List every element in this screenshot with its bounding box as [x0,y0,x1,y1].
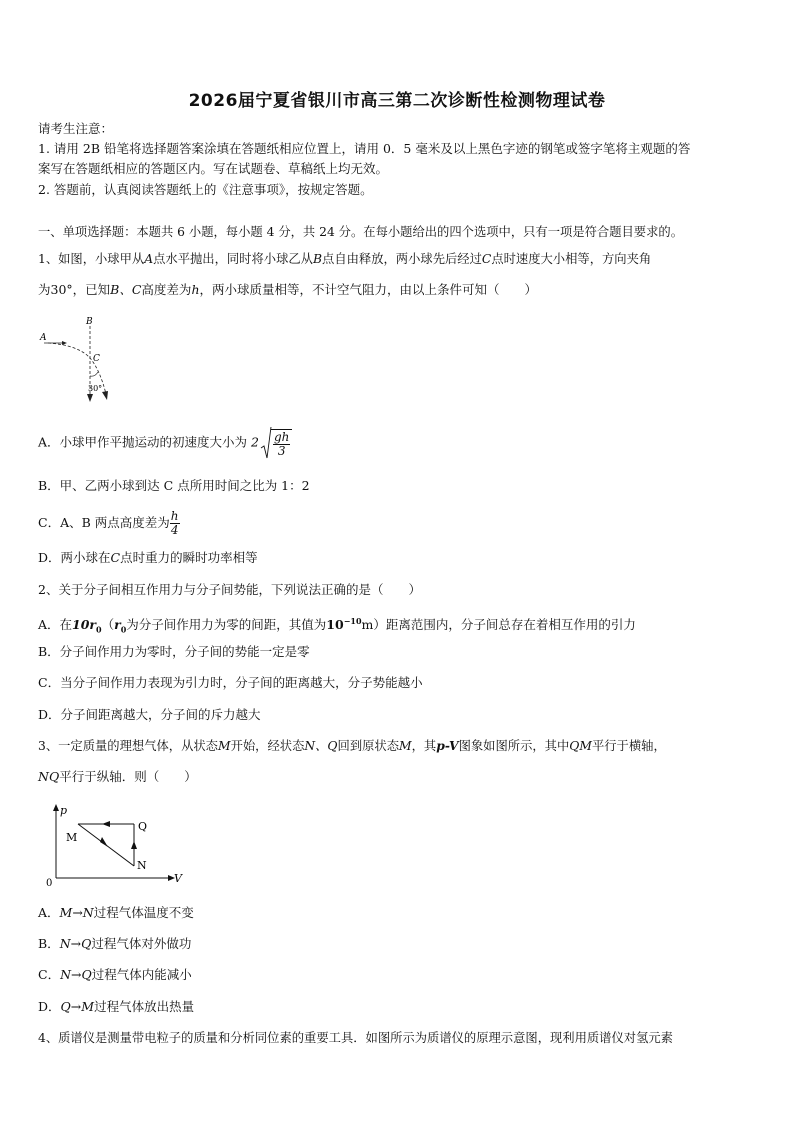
q3-p-axis-arrow [53,804,59,811]
q1-option-a: A．小球甲作平抛运动的初速度大小为 2 $\frac{gh}{3}$ [38,426,292,460]
page-title: 2026届宁夏省银川市高三第二次诊断性检测物理试卷 [188,91,606,111]
q2-option-a: A．在$10r_0(r_0$为分子间作用力为零的间距，其值为$10^{-10}m$）距离范围内，分子间总存在着相互作用的引力 [38,616,636,635]
q3-label-v: V [174,872,182,885]
q3-label-m: M [66,831,78,844]
q1-figure [38,312,118,404]
q1-option-c: C．A、B 两点高度差为 $\frac{h}{4}$ [38,509,179,537]
q1-stem-line1: 1、如图，小球甲从A点水平抛出，同时将小球乙从B点自由释放，两小球先后经过C点时速度大小相等，方向夹角 [38,252,652,266]
q3-arrow-nq [131,841,137,849]
notice-item-2: 2. 答题前，认真阅读答题纸上的《注意事项》，按规定答题。 [38,182,373,197]
notice-item-1b: 案写在答题纸相应的答题区内。写在试题卷、草稿纸上均无效。 [38,161,389,176]
q1-angle-arc [90,372,98,376]
q3-pv-diagram [44,802,194,890]
q1-label-c: C [93,354,100,364]
q2-stem: 2、关于分子间相互作用力与分子间势能，下列说法正确的是（ ） [38,582,421,597]
q3-label-n: N [137,859,147,872]
q1-option-d: D．两小球在C点时重力的瞬时功率相等 [38,550,258,565]
q3-label-p: p [60,804,68,817]
q3-option-a: A．M→N过程气体温度不变 [38,905,194,920]
q1-projectile-arrow [102,391,108,400]
notice-heading: 请考生注意： [38,121,114,136]
q2-option-b: B．分子间作用力为零时，分子间的势能一定是零 [38,644,310,659]
q3-arrow-mn [100,837,108,847]
q3-label-origin: 0 [46,878,53,889]
q1-velocity-arrow [62,341,67,345]
q3-arrow-qm [102,821,110,827]
q1-option-b: B．甲、乙两小球到达 C 点所用时间之比为 1：2 [38,478,310,493]
q1-fall-arrow [87,394,93,402]
q3-label-q: Q [138,820,148,833]
q3-stem-line2: NQ平行于纵轴．则（ ） [38,769,197,784]
section-heading: 一、单项选择题：本题共 6 小题，每小题 4 分，共 24 分。在每小题给出的四个选项中，只有一项是符合题目要求的。 [38,225,683,239]
q1-label-b: B [86,317,93,327]
q4-stem: 4、质谱仪是测量带电粒子的质量和分析同位素的重要工具．如图所示为质谱仪的原理示意图，现利用质谱仪对氢元素 [38,1031,673,1045]
q1-stem-line2: 为30°，已知B、C高度差为h，两小球质量相等，不计空气阻力，由以上条件可知（ ） [38,282,538,297]
q2-option-c: C．当分子间作用力表现为引力时，分子间的距离越大，分子势能越小 [38,675,423,690]
q3-option-d: D．Q→M过程气体放出热量 [38,999,195,1014]
q2-option-d: D．分子间距离越大，分子间的斥力越大 [38,707,261,722]
q3-option-c: C．N→Q过程气体内能减小 [38,967,192,982]
q3-option-b: B．N→Q过程气体对外做功 [38,936,192,951]
q3-stem-line1: 3、一定质量的理想气体，从状态M开始，经状态N、Q回到原状态M，其p-V图象如图所示，其中QM平行于横轴， [38,738,666,753]
q1-label-a: A [40,333,47,343]
notice-item-1a: 1. 请用 2B 铅笔将选择题答案涂填在答题纸相应位置上，请用 0．5 毫米及以上黑色字迹的钢笔或签字笔将主观题的答 [38,141,691,156]
q1-label-angle: 30° [88,384,103,393]
